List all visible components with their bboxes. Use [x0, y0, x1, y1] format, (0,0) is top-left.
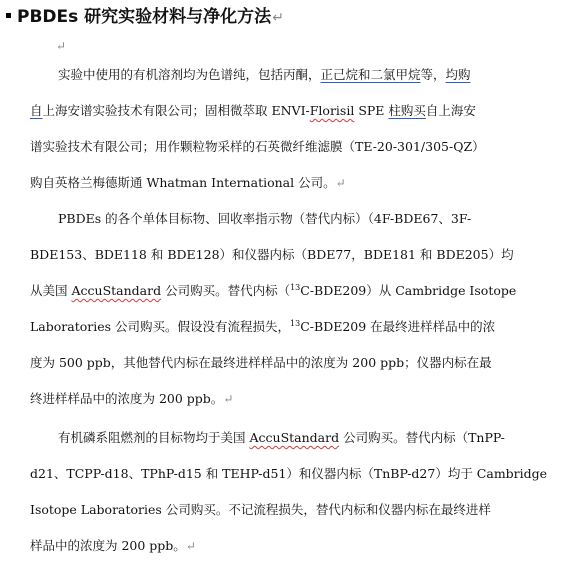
paragraph-3-line-2: d21、TCPP-d18、TPhP-d15 和 TEHP-d51）和仪器内标（TnBP-d27）均于 Cambridge: [30, 466, 548, 481]
superscript: 13: [290, 318, 301, 328]
paragraph-1-line-1: [58, 66, 558, 84]
text-run: 公司购买。替代内标（: [161, 283, 291, 298]
paragraph-3-line-4: [30, 537, 530, 555]
paragraph-2-line-5: 度为 500 ppb，其他替代内标在最终进样样品中的浓度为 200 ppb；仪器内标在最: [30, 355, 492, 370]
heading-text: PBDEs 研究实验材料与净化方法: [17, 7, 272, 27]
spelling-flag-text: Florisil: [309, 103, 355, 118]
paragraph-1-line-3: 谱实验技术有限公司；用作颗粒物采样的石英微纤维滤膜（TE-20-301/305-QZ）: [30, 139, 485, 154]
paragraph-mark-icon: ↵: [56, 39, 67, 53]
text-run: 公司购买。替代内标（TnPP-: [339, 430, 505, 445]
paragraph-2-line-4: [30, 318, 530, 336]
paragraph-mark-icon: ↵: [185, 539, 196, 553]
text-run: SPE: [354, 103, 389, 118]
text-run: 样品中的浓度为 200 ppb。: [30, 538, 186, 553]
paragraph-2-line-6: [30, 390, 530, 408]
paragraph-1-line-4: [30, 174, 530, 192]
paragraph-3-line-1: [58, 429, 558, 447]
text-run: 自上海安: [425, 103, 476, 118]
text-run: C-BDE209）从 Cambridge Isotope: [300, 283, 517, 298]
spelling-flag-text: AccuStandard: [71, 283, 162, 298]
text-run: Laboratories 公司购买。假设没有流程损失，: [30, 319, 291, 334]
section-heading: [6, 6, 284, 29]
spelling-flag-text: AccuStandard: [249, 430, 340, 445]
paragraph-2-line-3: [30, 282, 530, 300]
grammar-flag-text: 自: [30, 103, 43, 118]
paragraph-mark-icon: ↵: [335, 176, 346, 190]
grammar-flag-text: 均购: [445, 67, 471, 82]
heading-bullet-marker: [6, 13, 11, 18]
text-run: 从美国: [30, 283, 72, 298]
paragraph-2-line-1: PBDEs 的各个单体目标物、回收率指示物（替代内标）（4F-BDE67、3F-: [58, 211, 472, 226]
superscript: 13: [290, 282, 301, 292]
grammar-flag-text: 正己烷和二氯甲烷: [320, 67, 421, 82]
text-run: 上海安谱实验技术有限公司；固相微萃取 ENVI-: [42, 103, 310, 118]
text-run: 等，: [420, 67, 446, 82]
grammar-flag-text: 柱购买: [388, 103, 426, 118]
text-run: C-BDE209 在最终进样样品中的浓: [300, 319, 496, 334]
text-run: 购自英格兰梅德斯通 Whatman International 公司。: [30, 175, 336, 190]
text-run: 实验中使用的有机溶剂均为色谱纯，包括丙酮，: [58, 67, 321, 82]
paragraph-3-line-3: Isotope Laboratories 公司购买。不记流程损失，替代内标和仪器内标在最终进样: [30, 502, 491, 517]
paragraph-mark-icon: ↵: [223, 392, 234, 406]
text-run: 终进样样品中的浓度为 200 ppb。: [30, 391, 224, 406]
text-run: 有机磷系阻燃剂的目标物均于美国: [58, 430, 250, 445]
empty-line: [56, 37, 556, 55]
paragraph-1-line-2: [30, 102, 530, 120]
paragraph-mark-icon: ↵: [272, 10, 284, 26]
paragraph-2-line-2: BDE153、BDE118 和 BDE128）和仪器内标（BDE77，BDE181 和 BDE205）均: [30, 247, 514, 262]
